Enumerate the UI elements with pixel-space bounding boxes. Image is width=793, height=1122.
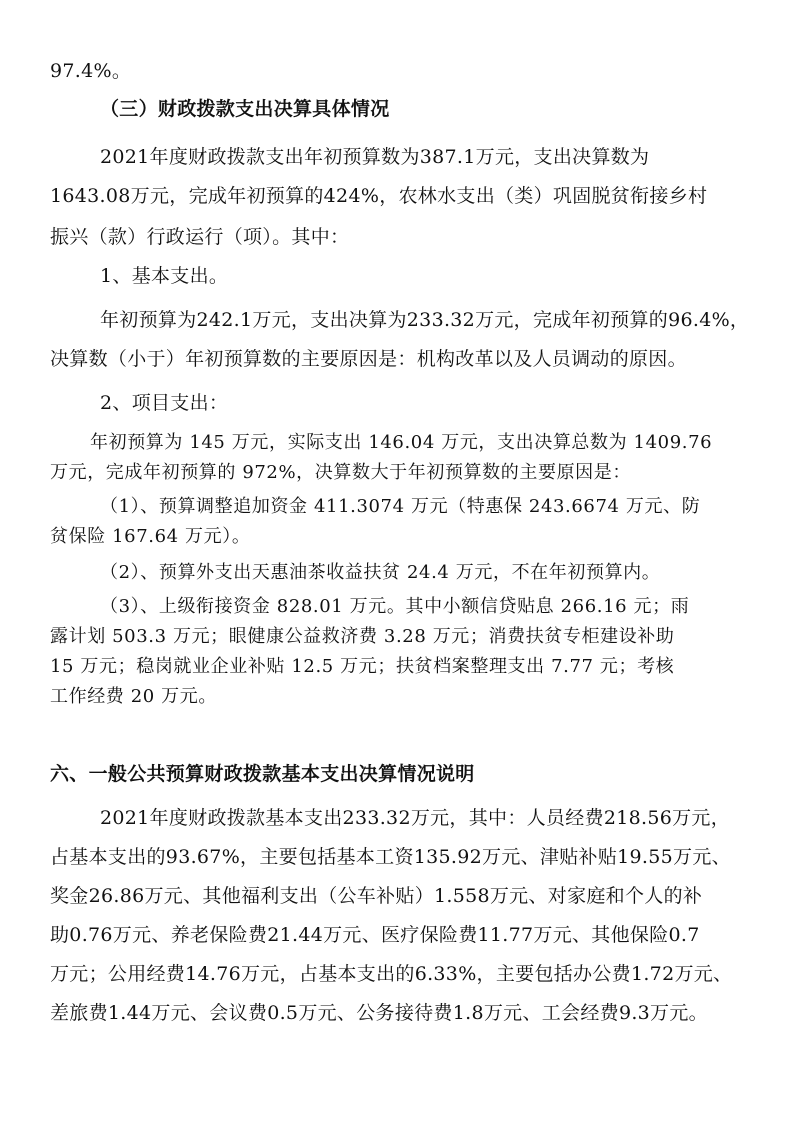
sub-item-3-line-2: 露计划 503.3 万元；眼健康公益救济费 3.28 万元；消费扶贫专柜建设补助 [50, 626, 675, 647]
intro-line-1: 2021年度财政拨款支出年初预算数为387.1万元，支出决算数为 [100, 146, 650, 168]
project-expenditure-line-1: 年初预算为 145 万元，实际支出 146.04 万元，支出决算总数为 1409.76 [90, 432, 713, 453]
section-6-line-6: 差旅费1.44万元、会议费0.5万元、公务接待费1.8万元、工会经费9.3万元。 [50, 1002, 708, 1024]
project-expenditure-title: 2、项目支出： [100, 392, 229, 414]
sub-item-1-line-2: 贫保险 167.64 万元）。 [50, 526, 251, 547]
basic-expenditure-line-2: 决算数（小于）年初预算数的主要原因是：机构改革以及人员调动的原因。 [50, 348, 687, 370]
intro-line-2: 1643.08万元，完成年初预算的424%，农林水支出（类）巩固脱贫衔接乡村 [50, 185, 708, 207]
section-3-heading: （三）财政拨款支出决算具体情况 [100, 98, 390, 120]
sub-item-1-line-1: （1）、预算调整追加资金 411.3074 万元（特惠保 243.6674 万元、防 [100, 496, 701, 517]
previous-paragraph-end: 97.4%。 [50, 60, 132, 82]
section-6-line-2: 占基本支出的93.67%，主要包括基本工资135.92万元、津贴补贴19.55万元、 [50, 846, 731, 868]
section-6-line-1: 2021年度财政拨款基本支出233.32万元，其中：人员经费218.56万元， [100, 807, 731, 829]
project-expenditure-line-2: 万元，完成年初预算的 972%，决算数大于年初预算数的主要原因是： [50, 462, 631, 483]
sub-item-3-line-3: 15 万元；稳岗就业企业补贴 12.5 万元；扶贫档案整理支出 7.77 元；考核 [50, 656, 675, 677]
section-6-heading: 六、一般公共预算财政拨款基本支出决算情况说明 [50, 763, 475, 785]
basic-expenditure-title: 1、基本支出。 [100, 265, 229, 287]
section-6-line-5: 万元；公用经费14.76万元，占基本支出的6.33%，主要包括办公费1.72万元、 [50, 963, 733, 985]
sub-item-3-line-1: （3）、上级衔接资金 828.01 万元。其中小额信贷贴息 266.16 元；雨 [100, 596, 690, 617]
section-6-line-4: 助0.76万元、养老保险费21.44万元、医疗保险费11.77万元、其他保险0.7 [50, 924, 700, 946]
basic-expenditure-line-1: 年初预算为242.1万元，支出决算为233.32万元，完成年初预算的96.4%， [100, 309, 750, 331]
section-6-line-3: 奖金26.86万元、其他福利支出（公车补贴）1.558万元、对家庭和个人的补 [50, 885, 703, 907]
sub-item-3-line-4: 工作经费 20 万元。 [50, 686, 217, 707]
sub-item-2: （2）、预算外支出天惠油茶收益扶贫 24.4 万元，不在年初预算内。 [100, 562, 661, 583]
intro-line-3: 振兴（款）行政运行（项）。其中： [50, 226, 350, 248]
